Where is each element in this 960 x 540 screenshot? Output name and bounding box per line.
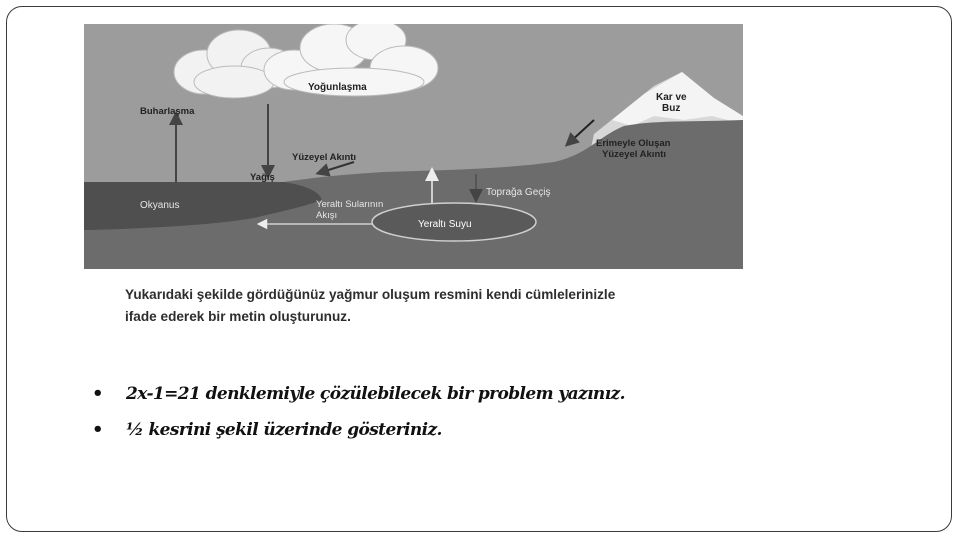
bullet-item-equation	[92, 376, 625, 412]
bullet-item-fraction	[92, 412, 625, 448]
melt-runoff-label: Erimeyle Oluşan Yüzeyel Akıntı	[596, 138, 671, 160]
surface-runoff-label: Yüzeyel Akıntı	[292, 152, 357, 163]
task-caption	[125, 284, 765, 328]
infiltration-label: Toprağa Geçiş	[486, 187, 551, 198]
groundwater-flow-label: Yeraltı Sularının Akışı	[316, 199, 384, 221]
condensation-label: Yoğunlaşma	[308, 82, 367, 93]
bullet-marker: •	[92, 383, 103, 404]
evaporation-label: Buharlaşma	[140, 106, 195, 117]
bullet-marker: •	[92, 419, 103, 440]
caption-line-1: Yukarıdaki şekilde gördüğünüz yağmur oluşum resmini kendi cümlelerinizle	[125, 287, 616, 302]
snow-ice-label: Kar ve Buz	[656, 92, 687, 114]
bullet-list	[92, 376, 625, 448]
caption-line-2: ifade ederek bir metin oluşturunuz.	[125, 309, 351, 324]
bullet-text: 2x-1=21 denklemiyle çözülebilecek bir problem yazınız.	[126, 384, 625, 404]
groundwater-label: Yeraltı Suyu	[418, 219, 472, 230]
bullet-text: ½ kesrini şekil üzerinde gösteriniz.	[126, 420, 442, 440]
rain-label: Yağış	[250, 172, 275, 183]
water-cycle-diagram	[84, 24, 743, 269]
ocean-label: Okyanus	[140, 200, 180, 211]
